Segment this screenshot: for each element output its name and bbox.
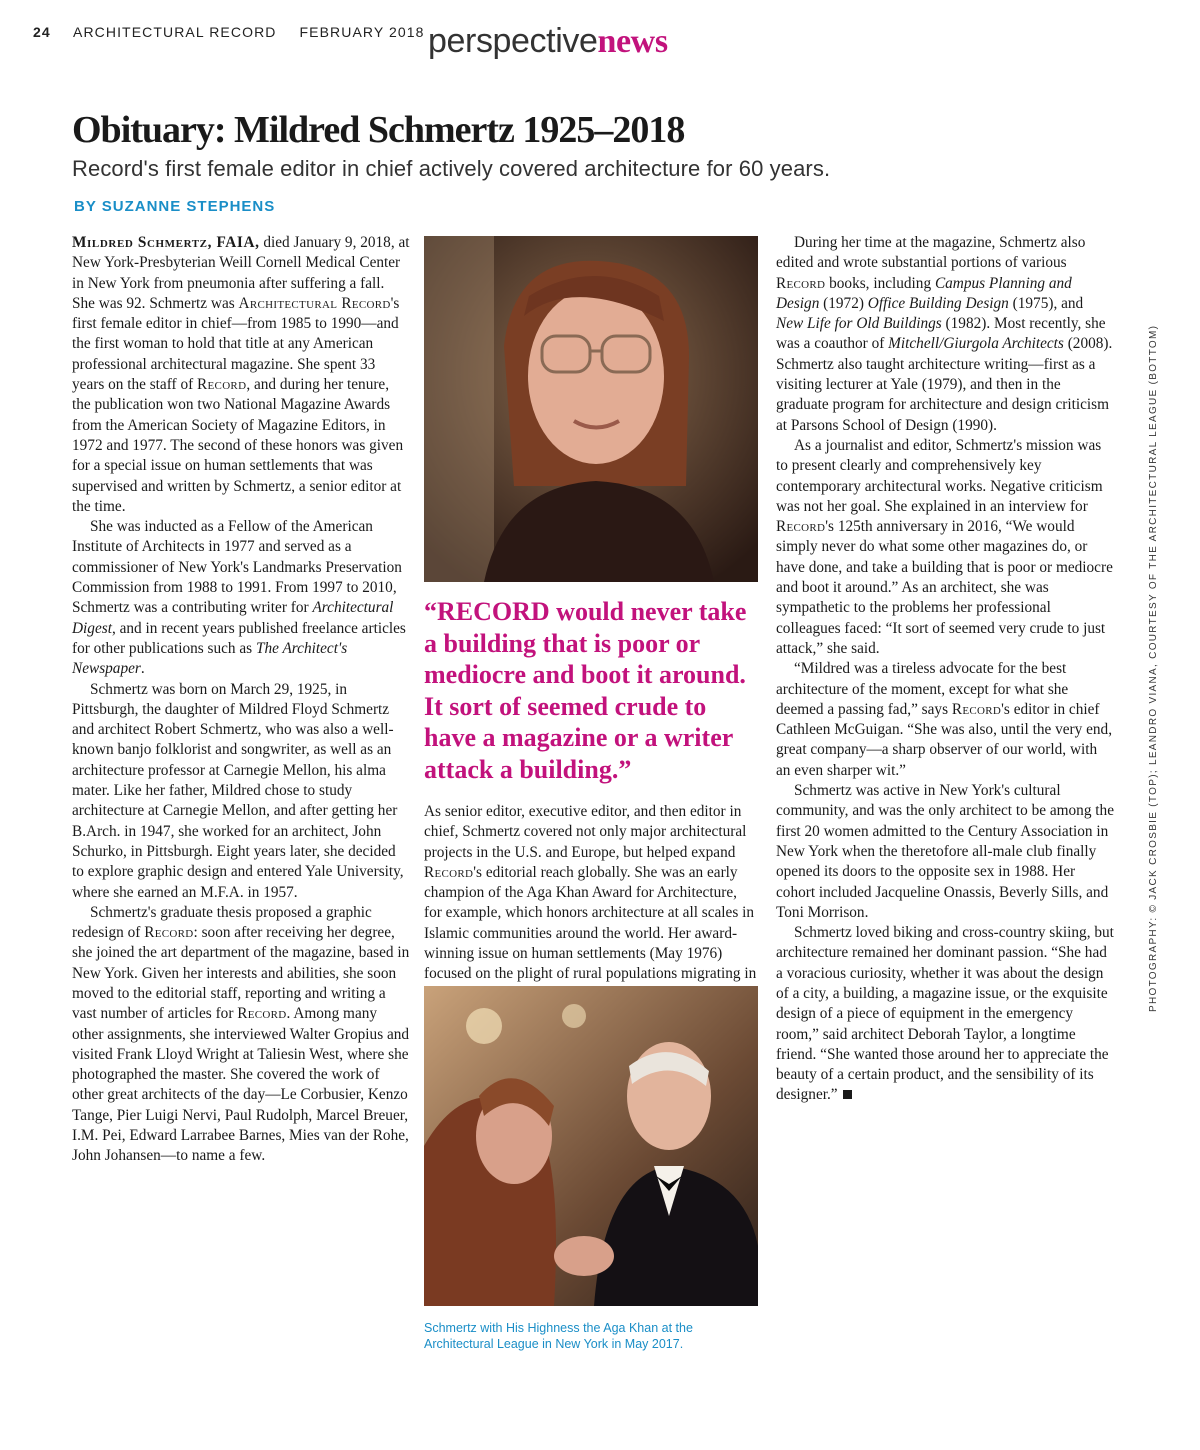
- text-run: 's editorial reach globally. She was an early champion of the Aga Khan Award for Architecture, for example, which honors architecture at all scales in Islamic communities around the world. Her award-winning issue on human settlements (May 1976) focused on the plight of rural populations migrating in: [424, 863, 757, 983]
- text-run: died January 9, 2018, at New York-Presbyterian Weill Cornell Medical Center in New York from pneumonia after suffering a fall. She was 92. Schmertz was: [72, 234, 410, 312]
- paragraph-4: [72, 903, 410, 1167]
- column-1: [72, 233, 410, 1167]
- text-run: . Among many other assignments, she interviewed Walter Gropius and visited Frank Lloyd Wright at Taliesin West, where she photographed the master. She covered the work of other great architects of the day—Le Corbusier, Kenzo Tange, Pier Luigi Nervi, Paul Rudolph, Marcel Breuer, I.M. Pei, Edward Larrabee Barnes, Mies van der Rohe, John Johansen—to name a few.: [72, 1005, 410, 1165]
- text-run: As a journalist and editor, Schmertz's mission was to present clearly and comprehensively key contemporary architectural works. Negative criticism was not her goal. She explained in an interview for: [776, 436, 1103, 515]
- text-run: (1972): [819, 294, 868, 312]
- text-run: , and during her tenure, the publication won two National Magazine Awards from the American Society of Magazine Editors, in 1972 and 1977. The second of these honors was given for a special issue on human settlements that was supervised and written by Schmertz, a senior editor at the time.: [72, 376, 404, 515]
- paragraph-1: [72, 233, 410, 517]
- issue-date: FEBRUARY 2018: [299, 24, 425, 40]
- magazine-ref: Architectural Record: [238, 294, 391, 312]
- magazine-ref: Record: [237, 1005, 287, 1023]
- portrait-photo: [424, 236, 758, 582]
- magazine-ref: Record: [424, 863, 474, 881]
- text-run: She was inducted as a Fellow of the American Institute of Architects in 1977 and served as a commissioner of New York's Landmarks Preservation Commission from 1988 to 1991. From 1997 to 2010, Schmertz was a contributing writer for: [72, 518, 402, 617]
- paragraph-10: [776, 923, 1114, 1106]
- magazine-ref: Record: [951, 700, 1002, 718]
- magazine-name: ARCHITECTURAL RECORD: [73, 24, 277, 40]
- photo-credit: PHOTOGRAPHY: © JACK CROSBIE (TOP); LEANDRO VIANA, COURTESY OF THE ARCHITECTURAL LEAGUE (BOTTOM): [1148, 324, 1159, 1012]
- publication-title: The Architect's Newspaper: [72, 639, 348, 678]
- deck: Record's first female editor in chief actively covered architecture for 60 years.: [72, 156, 831, 181]
- paragraph-8: [776, 659, 1114, 781]
- text-run: 's editor in chief Cathleen McGuigan. “She was also, until the very end, great company—a sharp observer of our world, with an even sharper wit.”: [776, 700, 1113, 779]
- text-run: “Mildred was a tireless advocate for the best architecture of the moment, except for what she deemed a passing fad,” says: [776, 660, 1069, 718]
- text-run: books, including: [825, 274, 935, 292]
- lead-in: Mildred Schmertz, FAIA,: [72, 234, 260, 251]
- aga-khan-photo: [424, 986, 758, 1306]
- page-number: 24: [33, 24, 51, 40]
- text-run: (1975), and: [1008, 294, 1084, 312]
- book-title: Office Building Design: [867, 294, 1009, 312]
- text-run: Schmertz's graduate thesis proposed a graphic redesign of: [72, 903, 372, 942]
- running-header: [33, 24, 425, 40]
- section-logo: [428, 22, 668, 61]
- photo-caption: Schmertz with His Highness the Aga Khan at the Architectural League in New York in May 2017.: [424, 1321, 693, 1351]
- magazine-ref: Record: [776, 274, 826, 292]
- text-run: (2008). Schmertz also taught architecture writing—first as a visiting lecturer at Yale (1979), and then in the graduate program for architecture and design criticism at Parsons School of Design (1990).: [776, 335, 1113, 434]
- section-prefix: perspective: [428, 22, 598, 60]
- headline: Obituary: Mildred Schmertz 1925–2018: [72, 109, 685, 151]
- column-3: [776, 233, 1114, 1106]
- paragraph-3: Schmertz was born on March 29, 1925, in Pittsburgh, the daughter of Mildred Floyd Schmertz and architect Robert Schmertz, who was also a well-known banjo folklorist and songwriter, as well as an architecture professor at Carnegie Mellon, his alma mater. Like her father, Mildred chose to study architecture at Carnegie Mellon, and after getting her B.Arch. in 1947, she worked for an architect, John Schurko, in Pittsburgh. Eight years later, she decided to explore graphic design and entered Yale University, where she earned an M.F.A. in 1957.: [72, 680, 404, 901]
- text-run: During her time at the magazine, Schmertz also edited and wrote substantial portions of various: [776, 234, 1086, 272]
- magazine-ref: Record: [776, 518, 826, 536]
- pull-quote: “RECORD would never take a building that is poor or mediocre and boot it around. It sort of seemed crude to have a magazine or a writer attack a building.”: [424, 597, 747, 784]
- text-run: 's 125th anniversary in 2016, “We would simply never do what some other magazines do, or have done, and take a building that is poor or mediocre and boot it around.” As an architect, she was sympathetic to the problems her professional colleagues faced: “It sort of seemed very crude to just attack,” she said.: [776, 518, 1113, 657]
- book-title: Campus Planning and Design: [776, 274, 1072, 312]
- text-run: , and in recent years published freelance articles for other publications such as: [72, 619, 406, 657]
- paragraph-7: [776, 436, 1114, 659]
- section-suffix: news: [597, 23, 668, 60]
- paragraph-9: Schmertz was active in New York's cultural community, and was the only architect to be among the first 20 women admitted to the Century Association in New York when the theretofore all-male club finally opened its doors to the opposite sex in 1988. Her cohort included Jacqueline Onassis, Beverly Sills, and Toni Morrison.: [776, 782, 1114, 921]
- text-run: Schmertz loved biking and cross-country skiing, but architecture remained her dominant passion. “She had a voracious curiosity, whether it was about the design of a city, a building, a magazine issue, or the exquisite design of a piece of equipment in the emergency room,” said architect Deborah Taylor, a longtime friend. “She wanted those around her to appreciate the beauty of a certain product, and the sensibility of its designer.”: [776, 924, 1114, 1104]
- text-run: As senior editor, executive editor, and then editor in chief, Schmertz covered not only major architectural projects in the U.S. and Europe, but helped expand: [424, 803, 747, 861]
- byline: BY SUZANNE STEPHENS: [74, 198, 276, 215]
- publication-title: Architectural Digest: [72, 599, 394, 637]
- text-run: : soon after receiving her degree, she joined the art department of the magazine, based in New York. Given her interests and abilities, she soon moved to the editorial staff, reporting and writing a vast number of articles for: [72, 924, 410, 1023]
- paragraph-2: [72, 517, 410, 679]
- text-run: .: [140, 660, 145, 678]
- text-run: (1982). Most recently, she was a coauthor of: [776, 315, 1106, 353]
- paragraph-6: [776, 233, 1114, 436]
- text-run: 's first female editor in chief—from 1985 to 1990—and the first woman to hold that title at any American professional architectural magazine. She spent 33 years on the staff of: [72, 294, 400, 394]
- magazine-ref: Record: [144, 924, 194, 942]
- book-title: Mitchell/Giurgola Architects: [888, 335, 1064, 353]
- book-title: New Life for Old Buildings: [776, 315, 942, 333]
- magazine-ref: Record: [197, 376, 247, 394]
- end-mark-icon: [843, 1090, 852, 1099]
